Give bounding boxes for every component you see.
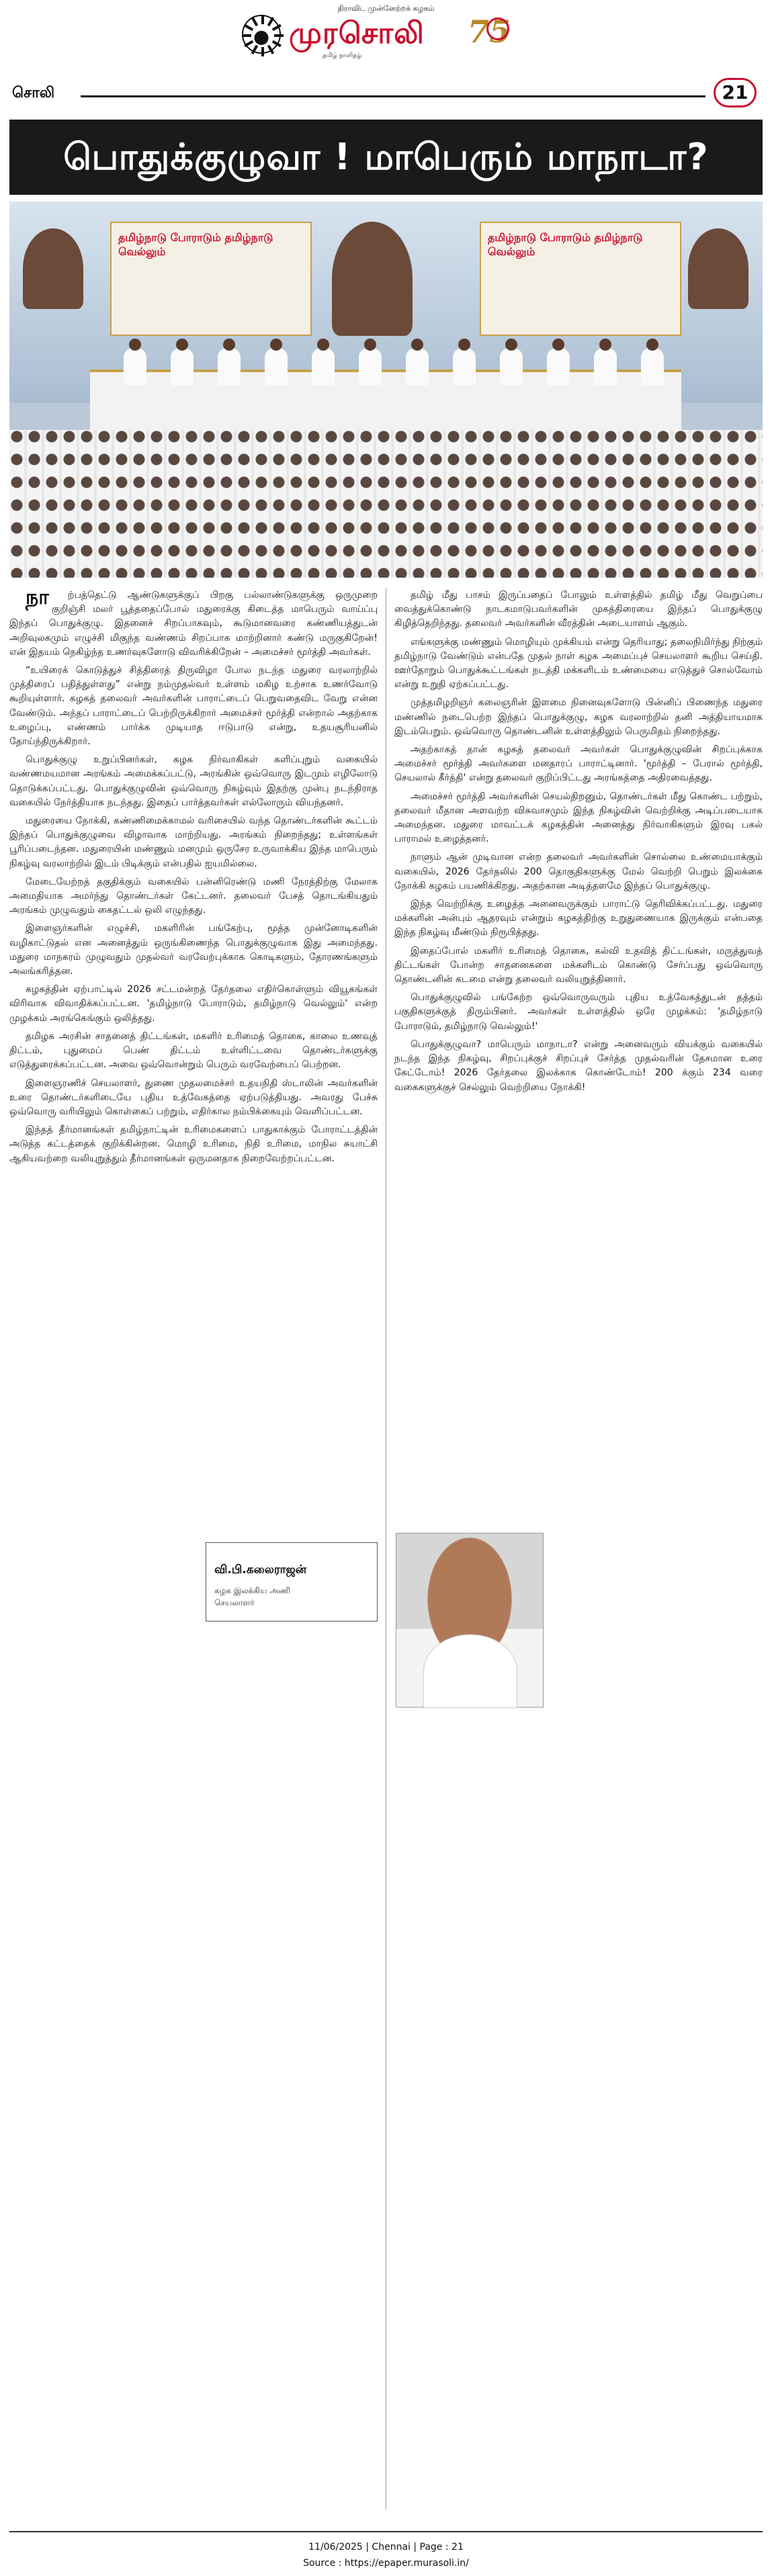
author-byline-box xyxy=(206,1542,378,1622)
paragraph: பொதுக்குழுவா? மாபெரும் மாநாடா? என்று அனைவரும் வியக்கும் வகையில் நடந்த இந்த நிகழ்வு, சிறப்புக்குச் சிறப்புச் சேர்த்த முதல்வரின் தேசமான உரை கேட்டோம்! 2026 தேர்தலை இலக்காக கொண்டோம்! 200 க்கும் 234 வரை வகைகளுக்குச் செல்லும் வெற்றியை நோக்கி! xyxy=(394,1038,763,1093)
headline-box xyxy=(9,120,763,195)
stage-guest xyxy=(641,348,664,386)
sun-ray-icon xyxy=(251,45,258,54)
paragraph: நாளும் ஆன் முடிவான என்ற தலைவர் அவர்களின் சொல்லை உண்மையாக்கும் வகையில், 2026 தேர்தலில் 200 தொகுதிகளுக்கு மேல் வெற்றி பெறும் இலக்கை நோக்கி கழகம் பயணிக்கிறது. அதற்கான அடித்தளமே இந்தப் பொதுக்குழு. xyxy=(394,852,763,891)
paragraph: கழகத்தின் ஏற்பாட்டில் 2026 சட்டமன்றத் தேர்தலை எதிர்கொள்ளும் வியூகங்கள் விரிவாக விவாதிக்கப்பட்டன. 'தமிழ்நாடு போராடும், தமிழ்நாடு வெல்லும்' என்ற முழக்கம் அரங்கெங்கும் ஒலித்தது. xyxy=(9,984,378,1024)
stage-guest xyxy=(265,348,288,386)
page-number-badge xyxy=(714,78,757,107)
paragraph: மதுரையை நோக்கி, கண்ணிமைக்காமல் வரிசையில் வந்த தொண்டர்களின் கூட்டம் இந்தப் பொதுக்குழுவை விழாவாக மாற்றியது. அரங்கம் நிறைந்தது; உள்ளங்கள் பூரிப்படைந்தன. மதுரையின் மண்ணும் மனமும் ஒருசேர உருவாக்கிய இந்த மாபெரும் நிகழ்வு வரலாற்றில் இடம் பிடிக்கும் என்பதில் ஐயமில்லை. xyxy=(9,815,378,869)
sun-ray-icon xyxy=(251,17,258,26)
anniversary-number: 75 xyxy=(468,13,511,50)
logo-subtitle: தமிழ் நாளிதழ் xyxy=(323,52,362,59)
paragraph: எங்களுக்கு மண்ணும் மொழியும் முக்கியம் என்று தெரியாது; தலைநிமிர்ந்து நிற்கும் தமிழ்நாடு வேண்டும் என்பதே முதல் நாள் கழக அமைப்புச் செயலாளர் கூறிய செய்தி. ஊர்தோறும் பொதுக்கூட்டங்கள் நடத்தி மக்களிடம் உண்மையை எடுத்துச் சொல்வோம் என்று உறுதி ஏற்கப்பட்டது. xyxy=(394,636,763,691)
sun-ray-icon xyxy=(272,24,282,31)
page-number: 21 xyxy=(722,81,748,103)
portrait-right xyxy=(688,228,748,309)
author-role: கழக இலக்கிய அணி செயலாளர் xyxy=(214,1586,291,1607)
author-photo-shirt xyxy=(423,1634,517,1708)
paragraph: தமிழக அரசின் சாதனைத் திட்டங்கள், மகளிர் உரிமைத் தொகை, காலை உணவுத் திட்டம், புதுமைப் பெண் திட்டம் உள்ளிட்டவை தொண்டர்களுக்கு எடுத்துரைக்கப்பட்டன. அவை ஒவ்வொன்றும் பெரும் வரவேற்பைப் பெற்றன. xyxy=(9,1030,378,1071)
banner-text-right: தமிழ்நாடு போராடும் தமிழ்நாடு வெல்லும் xyxy=(488,231,643,258)
stage-guest xyxy=(312,348,335,386)
sun-ray-icon xyxy=(242,34,251,37)
sun-ray-icon xyxy=(261,15,264,24)
masthead-tagline: திராவிட முன்னேற்றக் கழகம் xyxy=(337,4,435,13)
masthead xyxy=(0,0,772,74)
author-photo[interactable] xyxy=(396,1533,544,1707)
author-name: வி.பி.கலைராஜன் xyxy=(214,1563,307,1576)
stage-banner-right xyxy=(480,222,681,336)
paragraph: இந்த வெற்றிக்கு உழைத்த அனைவருக்கும் பாராட்டு தெரிவிக்கப்பட்டது. மதுரை மக்களின் அன்பும் ஆதரவும் என்றும் கழகத்திற்கு உறுதுணையாக இருக்கும் என்பதை இந்த நிகழ்வு மீண்டும் நிரூபித்தது. xyxy=(394,899,763,938)
sun-ray-icon xyxy=(244,24,253,31)
sun-ray-icon xyxy=(272,40,282,47)
paragraph: இளைஞர்களின் எழுச்சி, மகளிரின் பங்கேற்பு, மூத்த முன்னோடிகளின் வழிகாட்டுதல் என அனைத்தும் ஒருங்கிணைந்த பொதுக்குழுவாக இது அமைந்தது. மதுரை மாநகரம் முழுவதும் முதல்வர் வரவேற்புக்காக கொடிகளும், தோரணங்களும் அலங்கரித்தன. xyxy=(9,923,378,977)
footer-source-link[interactable]: Source : https://epaper.murasoli.in/ xyxy=(303,2558,469,2569)
stage-guest xyxy=(453,348,476,386)
paragraph: இந்தத் தீர்மானங்கள் தமிழ்நாட்டின் உரிமைகளைப் பாதுகாக்கும் போராட்டத்தின் அடுத்த கட்டத்தைக் குறிக்கின்றன. மொழி உரிமை, நிதி உரிமை, மாநில சுயாட்சி ஆகியவற்றை வலியுறுத்தும் தீர்மானங்கள் ஒருமனதாக நிறைவேற்றப்பட்டன. xyxy=(9,1124,378,1164)
article-column-right xyxy=(394,588,763,1099)
page-footer xyxy=(0,2531,772,2576)
stage-guest xyxy=(547,348,570,386)
newspaper-logo[interactable] xyxy=(242,12,531,59)
paragraph: மேடையேற்றத் தகுதிக்கும் வகையில் பன்னிரெண்டு மணி நேரத்திற்கு மேலாக அமைதியாக அமர்ந்து தொண்டர்கள் கேட்டனர். தலைவர் பேசத் தொடங்கியதும் அரங்கம் முழுவதும் கைதட்டல் ஒலி எழுந்தது. xyxy=(9,876,378,916)
paragraph: அமைச்சர் மூர்த்தி அவர்களின் செயல்திறனும், தொண்டர்கள் மீது கொண்ட பற்றும், தலைவர் மீதான அளவற்ற விசுவாசமும் இந்த நிகழ்வின் வெற்றிக்கு அடிப்படையாக அமைந்தன. மதுரை மாவட்டக் கழகத்தின் அனைத்து நிர்வாகிகளும் இரவு பகல் பாராமல் உழைத்தனர். xyxy=(394,791,763,845)
article-body xyxy=(9,588,763,2523)
rising-sun-icon xyxy=(242,15,281,54)
paragraph: இளைஞரணிச் செயலாளர், துணை முதலமைச்சர் உதயநிதி ஸ்டாலின் அவர்களின் உரை தொண்டர்களிடையே புதிய உத்வேகத்தை ஏற்படுத்தியது. அவரது பேச்சு ஒவ்வொரு வரியிலும் கொள்கைப் பற்றும், எதிர்கால நம்பிக்கையும் வெளிப்பட்டன. xyxy=(9,1077,378,1117)
article-column-left xyxy=(9,588,378,1170)
paragraph: முத்தமிழறிஞர் கலைஞரின் இளமை நினைவுகளோடு பின்னிப் பிணைந்த மதுரை மண்ணில் நடைபெற்ற இந்தப் பொதுக்குழு, கழக வரலாற்றில் தனி அத்தியாயமாக இடம்பெறும். ஒவ்வொரு தொண்டனின் உள்ளத்திலும் பெருமிதம் நிறைந்தது. xyxy=(394,697,763,737)
stage-guest xyxy=(218,348,241,386)
paragraph: அதற்காகத் தான் கழகத் தலைவர் அவர்கள் பொதுக்குழுவின் சிறப்புக்காக அமைச்சர் மூர்த்தி அவர்களை மனதாரப் பாராட்டினார். 'மூர்த்தி – பேரால் மூர்த்தி, செயலால் கீர்த்தி' என்று தலைவர் குறிப்பிட்டது அரங்கத்தை அதிரவைத்தது. xyxy=(394,744,763,784)
banner-text-left: தமிழ்நாடு போராடும் தமிழ்நாடு வெல்லும் xyxy=(118,231,273,258)
stage-guest xyxy=(171,348,194,386)
stage-guest xyxy=(594,348,617,386)
paragraph: பொதுக்குழு உறுப்பினர்கள், கழக நிர்வாகிகள் களிப்புறும் வகையில் வண்ணமயமான அரங்கம் அமைக்கப்பட்டு, அரங்கின் ஒவ்வொரு இடமும் எழிலோடு தொடுக்கப்பட்டது. பொதுக்குழுவின் ஒவ்வொரு நிகழ்வும் இதற்கு முன்பு நடந்திராத வகையில் நேர்த்தியாக நடந்தது. இதைப் பார்த்தவர்கள் எல்லோரும் வியந்தனர். xyxy=(9,754,378,808)
stage-guest xyxy=(359,348,382,386)
section-bar xyxy=(0,75,772,109)
audience-heads xyxy=(9,430,763,578)
portrait-center xyxy=(332,222,413,336)
sun-ray-icon xyxy=(267,17,274,26)
stage-banner-left xyxy=(110,222,312,336)
stage-guest xyxy=(124,348,146,386)
section-label: சொலி xyxy=(12,85,55,101)
footer-rule xyxy=(9,2531,763,2532)
logo-text: முரசொலி xyxy=(289,16,425,50)
footer-dateline: 11/06/2025 | Chennai | Page : 21 xyxy=(308,2542,464,2552)
section-divider xyxy=(81,95,705,97)
sun-ray-icon xyxy=(261,47,264,56)
portrait-left xyxy=(23,228,83,309)
stage-guest xyxy=(500,348,523,386)
paragraph: இதைப்போல் மகளிர் உரிமைத் தொகை, கல்வி உதவித் திட்டங்கள், மருத்துவத் திட்டங்கள் போன்ற சாதனைகளை மக்களிடம் கொண்டு சேர்ப்பது ஒவ்வொரு தொண்டனின் கடமை என்று தலைவர் வலியுறுத்தினார். xyxy=(394,945,763,985)
lead-photo[interactable] xyxy=(9,202,763,578)
anniversary-badge xyxy=(464,12,512,56)
paragraph: “உயிரைக் கொடுத்துச் சித்திரைத் திருவிழா போல நடந்த மதுரை வரலாற்றில் முத்திரைப் பதித்துள்ளது” என்று நம்முதல்வர் உள்ளம் மகிழ உற்சாக உணர்வோடு கூறியுள்ளார். கழகத் தலைவர் அவர்களின் பாராட்டைப் பெறுவதைவிட வேறு என்ன வேண்டும். அந்தப் பாராட்டைப் பெற்றிருக்கிறார் அமைச்சர் மூர்த்தி என்றால் அதற்காக உழைப்பு, எண்ணம் பார்க்க முடியாத ஈடுபாடு என்று, உதயசூரியனில் தோய்ந்திருக்கிறார். xyxy=(9,665,378,748)
paragraph: தமிழ் மீது பாசம் இருப்பதைப் போலும் உள்ளத்தில் தமிழ் மீது வெறுப்பை வைத்துக்கொண்டு நாடகமாடுபவர்களின் முகத்திரையை இந்தப் பொதுக்குழு கிழித்தெறிந்தது. தலைவர் அவர்களின் வீரத்தின் அடையாளம் ஆகும். xyxy=(394,590,763,629)
sun-ray-icon xyxy=(274,34,284,37)
anniversary-ring-icon xyxy=(486,17,509,40)
article-headline: பொதுக்குழுவா ! மாபெரும் மாநாடா? xyxy=(63,136,709,178)
paragraph: பொதுக்குழுவில் பங்கேற்ற ஒவ்வொருவரும் புதிய உத்வேகத்துடன் தத்தம் பகுதிகளுக்குத் திரும்பினர். அவர்கள் உள்ளத்தில் ஒரே முழக்கம்: 'தமிழ்நாடு போராடும், தமிழ்நாடு வெல்லும்!' xyxy=(394,992,763,1032)
sun-ray-icon xyxy=(267,45,274,54)
paragraph: நாற்பத்தெட்டு ஆண்டுகளுக்குப் பிறகு பல்லாண்டுகளுக்கு ஒருமுறை குறிஞ்சி மலர் பூத்ததைப்போல் மதுரைக்கு கிடைத்த மாபெரும் வாய்ப்பு இந்தப் பொதுக்குழு. இதனைச் சிறப்பாகவும், கூடுமானவரை கண்ணியத்துடன் அறிவுலகமும் எழுச்சி மிகுந்த வண்ணம் சிறப்பாக மாற்றினார் கண்டு மருகுகிறேன்! என் இதயம் நெகிழ்ந்த உணர்வுகளோடு விவரிக்கிறேன் – அமைச்சர் மூர்த்தி அவர்கள். xyxy=(9,586,378,658)
sun-ray-icon xyxy=(244,40,253,47)
stage-guest xyxy=(406,348,429,386)
